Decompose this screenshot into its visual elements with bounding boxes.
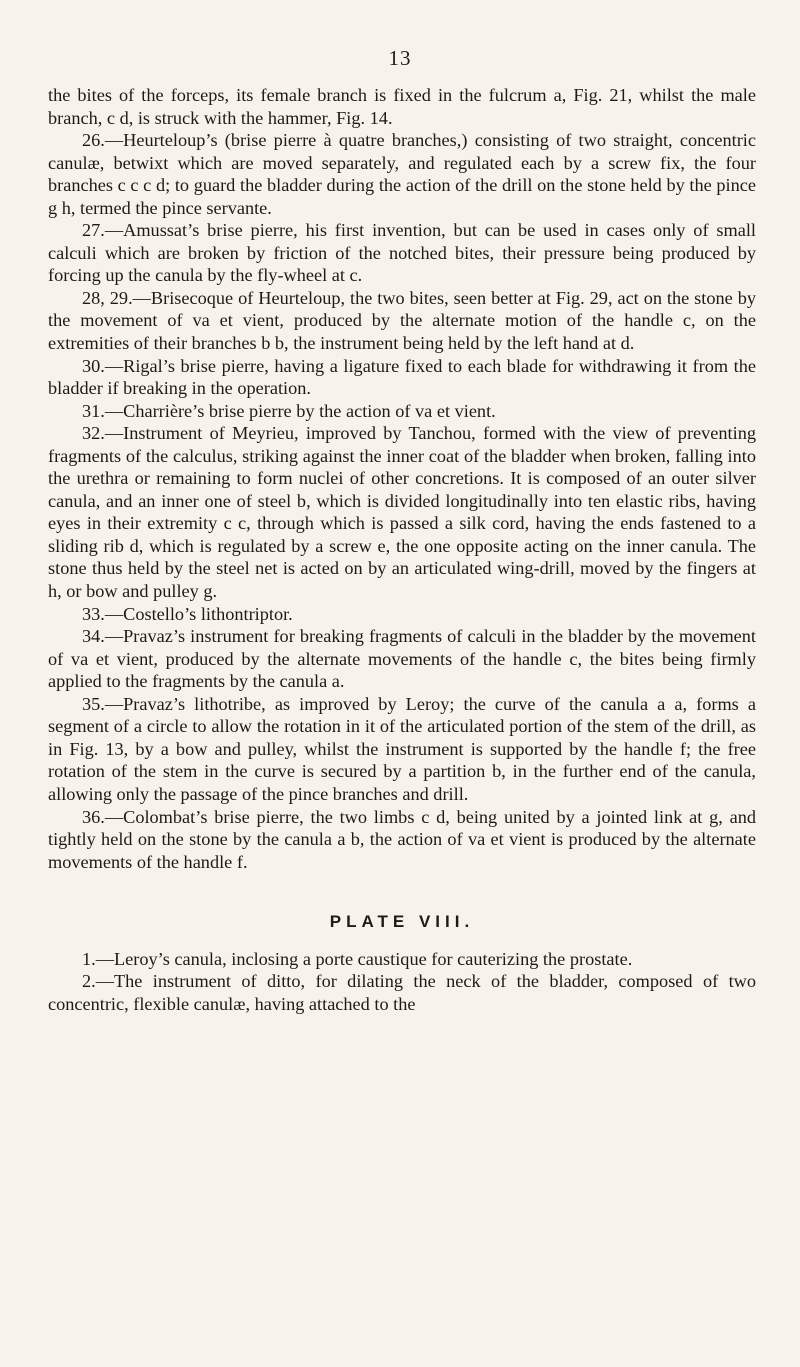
paragraph-continuation: the bites of the forceps, its female branch is fixed in the fulcrum a, Fig. 21, whilst the male branch, c d, is struck with the hammer, Fig. 14. (48, 85, 756, 128)
paragraph-26: 26.—Heurteloup’s (brise pierre à quatre branches,) consisting of two straight, concentric canulæ, betwixt which are moved separately, and regulated each by a screw fix, the four branches c c c d; to guard the bladder during the action of the drill on the stone held by the pince g h, termed the pince servante. (48, 130, 756, 218)
paragraph-28-29: 28, 29.—Brisecoque of Heurteloup, the two bites, seen better at Fig. 29, act on the stone by the movement of va et vient, produced by the alternate motion of the handle c, on the extremities of their branches b b, the instrument being held by the left hand at d. (48, 287, 756, 354)
plate-paragraph-1: 1.—Leroy’s canula, inclosing a porte caustique for cauterizing the prostate. (82, 948, 633, 969)
paragraph-34: 34.—Pravaz’s instrument for breaking fragments of calculi in the bladder by the movement of va et vient, produced by the alternate movements of the handle c, the bites being firmly applied to the fragments by the canula a. (48, 626, 756, 692)
plate-paragraph-2: 2.—The instrument of ditto, for dilating the neck of the bladder, composed of two concentric, flexible canulæ, having attached to the (48, 971, 756, 1014)
paragraph-32: 32.—Instrument of Meyrieu, improved by Tanchou, formed with the view of preventing fragments of the calculus, striking against the inner coat of the bladder when broken, falling into the urethra or remaining to form nuclei of other concretions. It is composed of an outer silver canula, and an inner one of steel b, which is divided longitudinally into ten elastic ribs, having eyes in their extremity c c, through which is passed a silk cord, having the ends fastened to a sliding rib d, which is regulated by a screw e, the one opposite acting on the inner canula. The stone thus held by the steel net is acted on by an articulated wing-drill, moved by the fingers at h, or bow and pulley g. (48, 423, 756, 602)
paragraph-27: 27.—Amussat’s brise pierre, his first invention, but can be used in cases only of small calculi which are broken by friction of the notched bites, their pressure being produced by forcing up the canula by the fly-wheel at c. (48, 220, 756, 286)
body-text (48, 84, 756, 1015)
page-number: 13 (388, 46, 412, 70)
paragraph-30: 30.—Rigal’s brise pierre, having a ligature fixed to each blade for withdrawing it from the bladder if breaking in the operation. (48, 355, 756, 399)
paragraph-36: 36.—Colombat’s brise pierre, the two limbs c d, being united by a jointed link at g, and tightly held on the stone by the canula a b, the action of va et vient is produced by the alternate movements of the handle f. (48, 806, 756, 872)
paragraph-33: 33.—Costello’s lithontriptor. (82, 603, 293, 624)
paragraph-31: 31.—Charrière’s brise pierre by the action of va et vient. (82, 400, 496, 421)
plate-heading: PLATE VIII. (329, 912, 475, 932)
paragraph-35: 35.—Pravaz’s lithotribe, as improved by Leroy; the curve of the canula a a, forms a segment of a circle to allow the rotation in it of the articulated portion of the stem of the drill, as in Fig. 13, by a bow and pulley, whilst the instrument is supported by the handle f; the free rotation of the stem in the curve is secured by a partition b, in the further end of the canula, allowing only the passage of the pince branches and drill. (48, 693, 756, 804)
